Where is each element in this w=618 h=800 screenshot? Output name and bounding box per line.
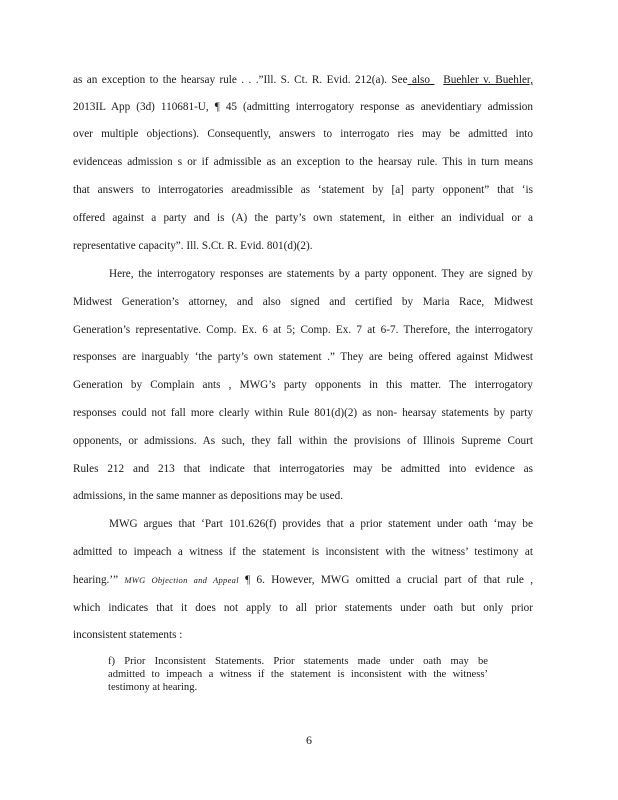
paragraph-3-line-3	[73, 573, 533, 587]
see-also-signal: also	[407, 74, 435, 86]
case-citation-buehler: Buehler v. Buehler,	[443, 74, 533, 86]
block-quote-line-1: f) Prior Inconsistent Statements. Prior statements made under oath may be	[108, 656, 488, 667]
paragraph-1-line-3: over multiple objections). Consequently, answers to interrogato ries may be admitted into	[73, 128, 533, 140]
paragraph-3-line-2: admitted to impeach a witness if the statement is inconsistent with the witness’ testimony at	[73, 546, 533, 558]
paragraph-1-line-2: 2013IL App (3d) 110681-U, ¶ 45 (admitting interrogatory response as anevidentiary admission	[73, 101, 533, 113]
paragraph-2-line-2: Midwest Generation’s attorney, and also signed and certified by Maria Race, Midwest	[73, 296, 533, 308]
paragraph-3-line-5: inconsistent statements :	[73, 629, 183, 641]
record-citation-mwg-objection: MWG Objection and Appeal	[124, 575, 239, 585]
paragraph-3-line-3-start: hearing.’”	[73, 574, 125, 586]
paragraph-2-line-9: admissions, in the same manner as depositions may be used.	[73, 490, 344, 502]
paragraph-2-line-5: Generation by Complain ants , MWG’s party opponents in this matter. The interrogatory	[73, 379, 533, 391]
paragraph-2-line-7: opponents, or admissions. As such, they fall within the provisions of Illinois Supreme Court	[73, 435, 533, 447]
paragraph-2-line-1: Here, the interrogatory responses are statements by a party opponent. They are signed by	[109, 268, 533, 280]
paragraph-3-line-1: MWG argues that ‘Part 101.626(f) provides that a prior statement under oath ‘may be	[109, 518, 533, 530]
paragraph-2-line-6: responses could not fall more clearly within Rule 801(d)(2) as non- hearsay statements by party	[73, 407, 533, 419]
paragraph-1-line-7: representative capacity”. Ill. S.Ct. R. Evid. 801(d)(2).	[73, 240, 313, 252]
paragraph-1-line-6: offered against a party and is (A) the party’s own statement, in either an individual or a	[73, 212, 533, 224]
paragraph-2-line-3: Generation’s representative. Comp. Ex. 6 at 5; Comp. Ex. 7 at 6-7. Therefore, the interrogatory	[73, 324, 533, 336]
page-number: 6	[306, 733, 312, 747]
block-quote-line-3: testimony at hearing.	[108, 682, 198, 693]
paragraph-1-line-1	[73, 73, 533, 87]
paragraph-3-line-3-end: ¶ 6. However, MWG omitted a crucial part of that rule ,	[238, 574, 533, 586]
paragraph-3-line-4: which indicates that it does not apply to all prior statements under oath but only prior	[73, 602, 533, 614]
block-quote-line-2: admitted to impeach a witness if the statement is inconsistent with the witness’	[108, 669, 488, 680]
paragraph-2-line-8: Rules 212 and 213 that indicate that interrogatories may be admitted into evidence as	[73, 463, 533, 475]
paragraph-1-line-4: evidenceas admission s or if admissible as an exception to the hearsay rule. This in turn means	[73, 156, 533, 168]
paragraph-2-line-4: responses are inarguably ‘the party’s own statement .” They are being offered against Midwest	[73, 351, 533, 363]
paragraph-1-line-1-text: as an exception to the hearsay rule . . .”Ill. S. Ct. R. Evid. 212(a). See	[73, 74, 408, 86]
paragraph-1-line-5: that answers to interrogatories areadmissible as ‘statement by [a] party opponent” that ‘is	[73, 184, 533, 196]
